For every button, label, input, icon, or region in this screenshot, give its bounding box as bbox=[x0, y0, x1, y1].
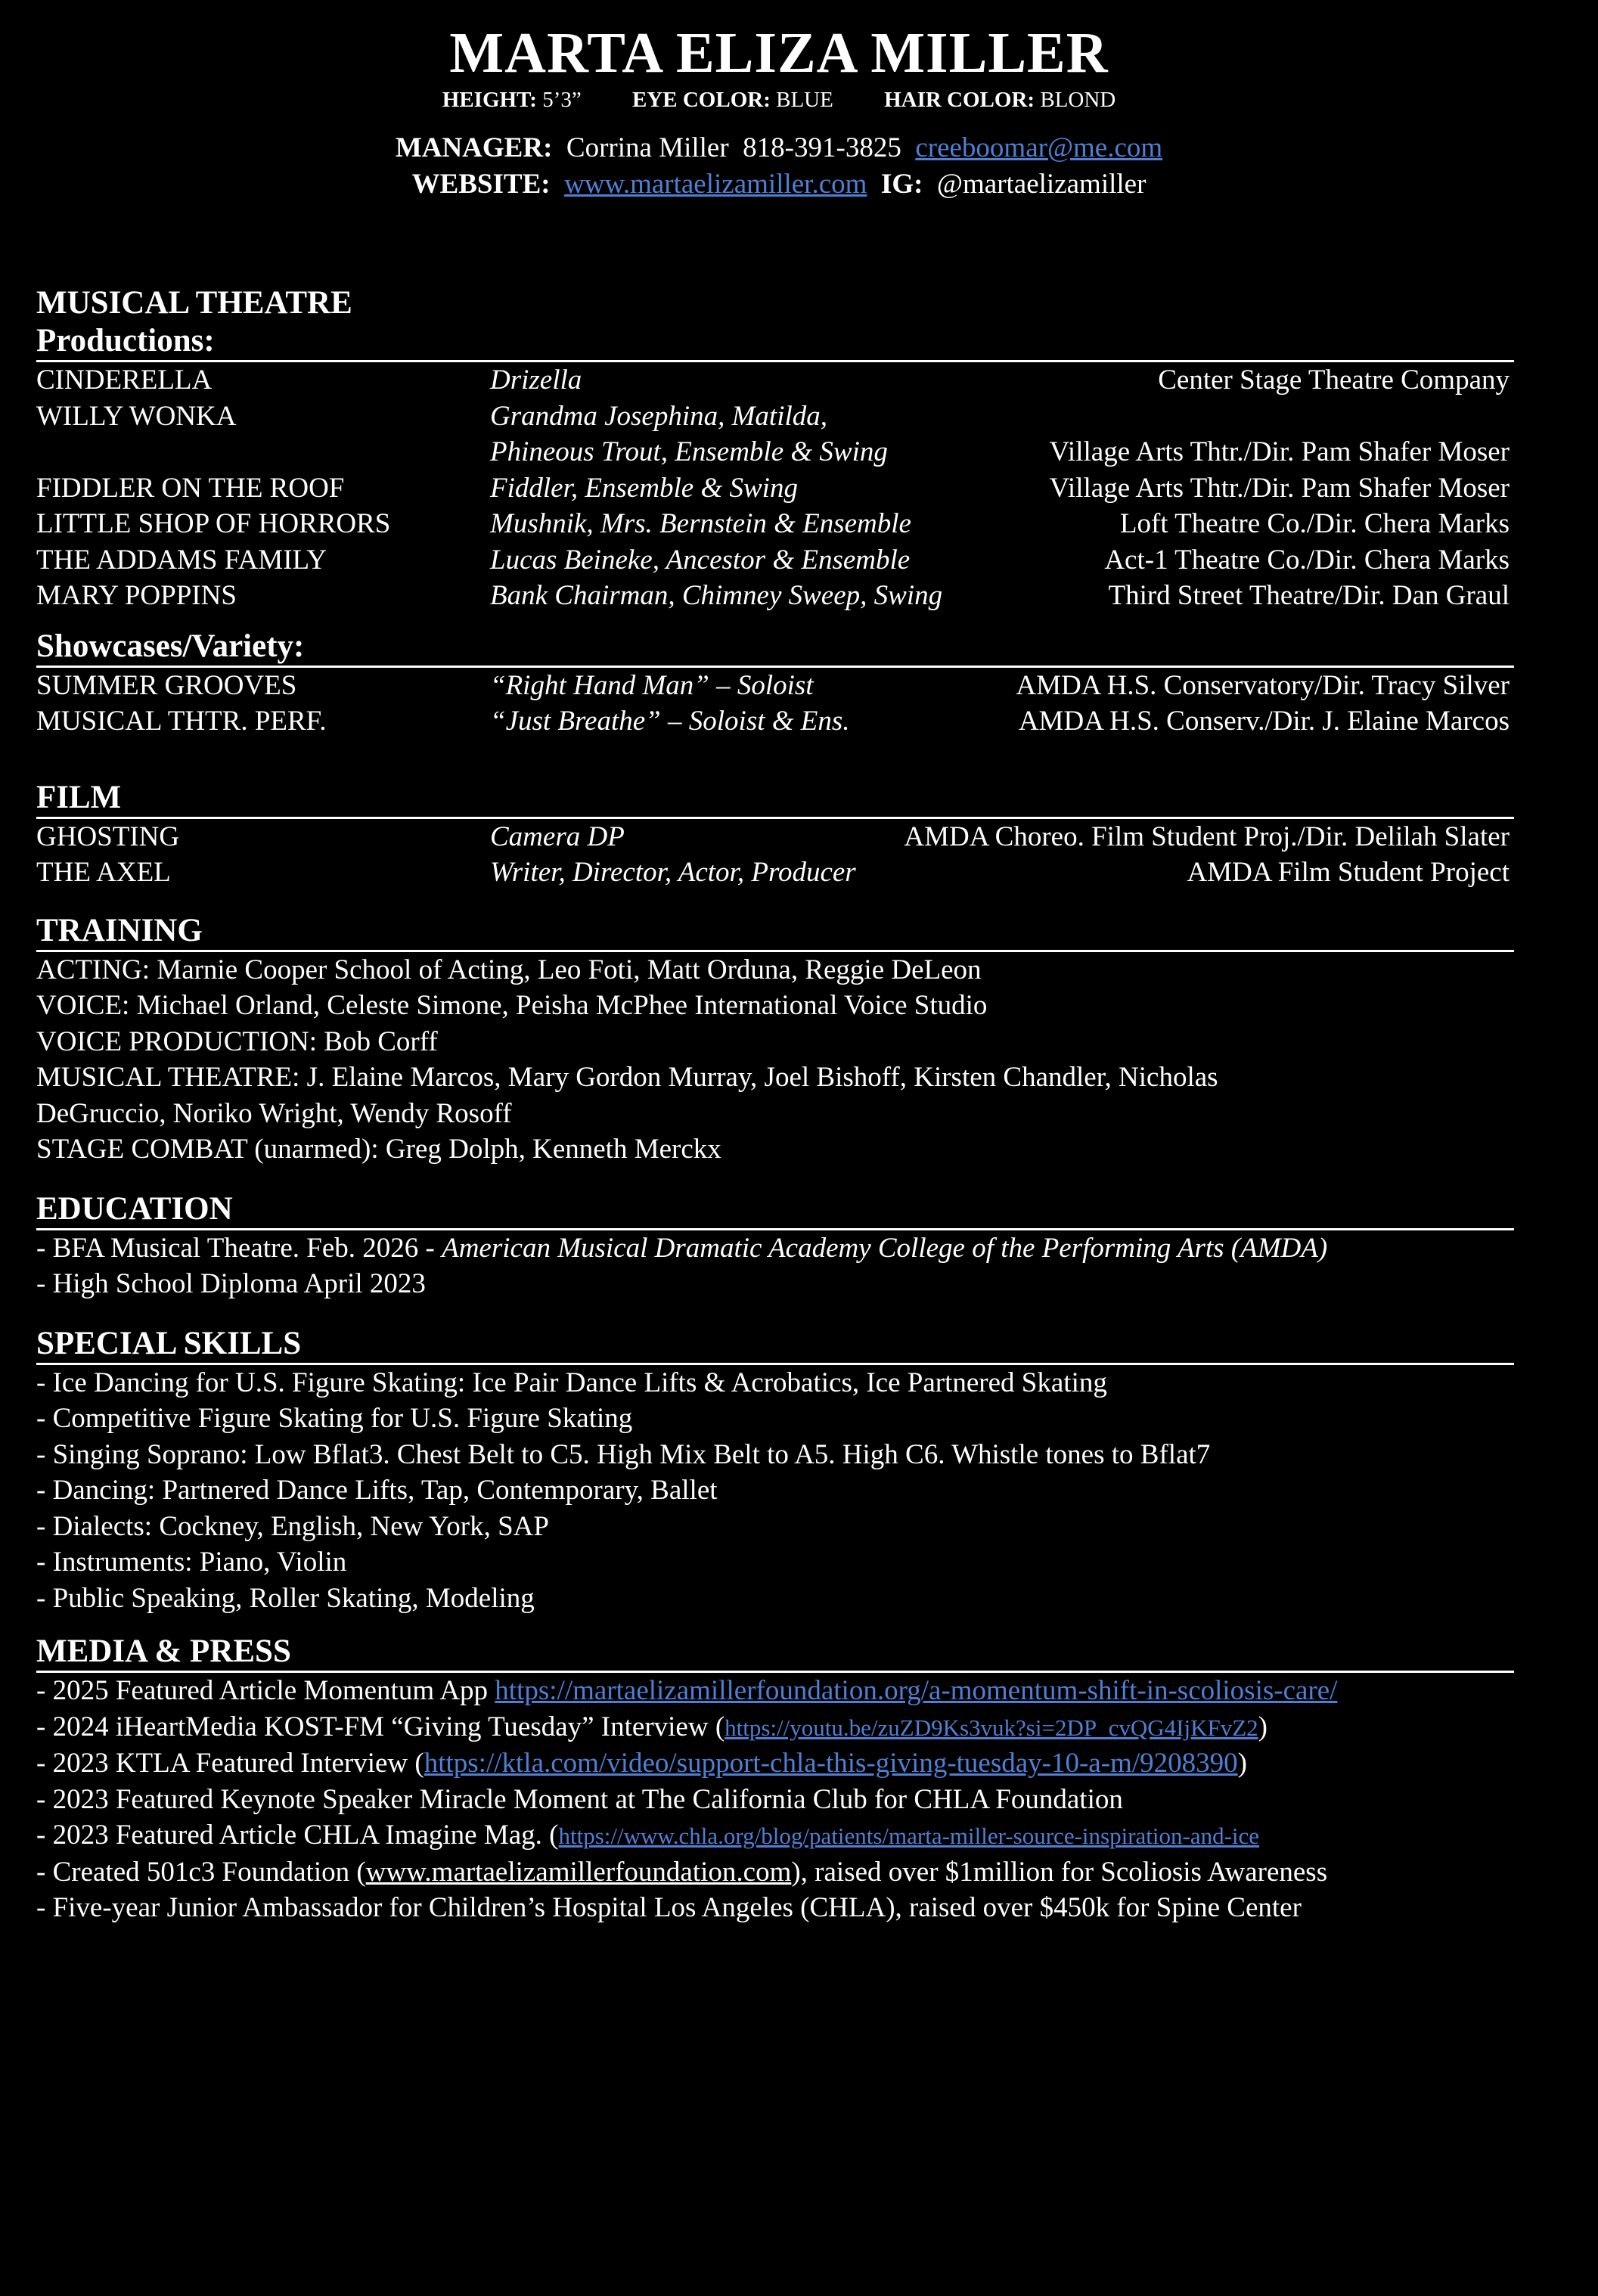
media-line: - Five-year Junior Ambassador for Children’s Hospital Los Angeles (CHLA), raised over $450k for Spine Center bbox=[36, 1892, 1302, 1923]
education-line: - High School Diploma April 2023 bbox=[36, 1268, 426, 1299]
website-line bbox=[0, 166, 1558, 203]
degree: - BFA Musical Theatre. Feb. 2026 - bbox=[36, 1232, 442, 1264]
company bbox=[1510, 399, 1514, 435]
film-list bbox=[36, 819, 1514, 891]
skill-line: - Competitive Figure Skating for U.S. Figure Skating bbox=[36, 1403, 633, 1434]
credit-row bbox=[36, 668, 1514, 704]
credit-row bbox=[36, 506, 1514, 542]
media-text: - 2023 KTLA Featured Interview ( bbox=[36, 1748, 424, 1779]
show-title bbox=[36, 434, 490, 470]
company: AMDA Choreo. Film Student Proj./Dir. Delilah Slater bbox=[904, 821, 1510, 852]
show-title: WILLY WONKA bbox=[36, 400, 237, 432]
eye-color-label: EYE COLOR: bbox=[631, 88, 771, 112]
skills-list bbox=[36, 1365, 1514, 1617]
education-list bbox=[36, 1230, 1514, 1302]
media-text: - 2024 iHeartMedia KOST-FM “Giving Tuesday” Interview ( bbox=[36, 1711, 725, 1742]
manager-email-link[interactable]: creeboomar@me.com bbox=[915, 132, 1163, 163]
ig-handle: @martaelizamiller bbox=[936, 169, 1147, 200]
training-line: VOICE PRODUCTION: Bob Corff bbox=[36, 1025, 438, 1057]
media-text: ), raised over $1million for Scoliosis Awareness bbox=[791, 1856, 1328, 1888]
section-title-media-press: MEDIA & PRESS bbox=[36, 1633, 1514, 1673]
section-title-film: FILM bbox=[36, 779, 1514, 819]
role: Bank Chairman, Chimney Sweep, Swing bbox=[490, 580, 943, 611]
media-text: - 2025 Featured Article Momentum App bbox=[36, 1675, 495, 1706]
eye-color-value: BLUE bbox=[776, 88, 833, 112]
credit-row bbox=[36, 855, 1514, 891]
media-text: ) bbox=[1237, 1748, 1247, 1779]
education-line bbox=[36, 1230, 1514, 1267]
media-text: ) bbox=[1258, 1711, 1268, 1742]
company: AMDA H.S. Conservatory/Dir. Tracy Silver bbox=[1016, 669, 1510, 701]
manager-label: MANAGER: bbox=[395, 132, 553, 163]
youtube-interview-link[interactable]: https://youtu.be/zuZD9Ks3vuk?si=2DP_cvQG4IjKFvZ2 bbox=[725, 1714, 1258, 1741]
foundation-website-link[interactable]: www.martaelizamillerfoundation.com bbox=[365, 1856, 792, 1888]
company: Village Arts Thtr./Dir. Pam Shafer Moser bbox=[1049, 472, 1510, 504]
company: Third Street Theatre/Dir. Dan Graul bbox=[1108, 580, 1510, 611]
skill-line: - Dialects: Cockney, English, New York, SAP bbox=[36, 1510, 549, 1542]
role: Grandma Josephina, Matilda, bbox=[490, 400, 828, 432]
resume-header bbox=[0, 23, 1558, 203]
resume-body bbox=[36, 284, 1514, 1926]
height-label: HEIGHT: bbox=[442, 88, 537, 112]
role: “Just Breathe” – Soloist & Ens. bbox=[490, 706, 850, 737]
show-title: FIDDLER ON THE ROOF bbox=[36, 472, 345, 504]
manager-name: Corrina Miller bbox=[566, 132, 729, 163]
training-line: DeGruccio, Noriko Wright, Wendy Rosoff bbox=[36, 1097, 512, 1129]
media-text: - Created 501c3 Foundation ( bbox=[36, 1856, 366, 1888]
section-title-education: EDUCATION bbox=[36, 1190, 1514, 1230]
physical-stats bbox=[0, 86, 1558, 113]
show-title: MARY POPPINS bbox=[36, 580, 237, 611]
credit-row bbox=[36, 470, 1514, 507]
media-line bbox=[36, 1673, 1514, 1709]
show-title: THE AXEL bbox=[36, 857, 171, 888]
show-title: THE ADDAMS FAMILY bbox=[36, 544, 327, 576]
company: Loft Theatre Co./Dir. Chera Marks bbox=[1119, 508, 1510, 539]
credit-row bbox=[36, 542, 1514, 579]
show-title: SUMMER GROOVES bbox=[36, 669, 297, 701]
hair-color-label: HAIR COLOR: bbox=[884, 88, 1035, 112]
hair-color-value: BLOND bbox=[1040, 88, 1116, 112]
subsection-title-showcases: Showcases/Variety: bbox=[36, 628, 1514, 668]
training-line: VOICE: Michael Orland, Celeste Simone, Peisha McPhee International Voice Studio bbox=[36, 990, 988, 1021]
role: Camera DP bbox=[490, 821, 625, 852]
role: Writer, Director, Actor, Producer bbox=[490, 857, 856, 888]
show-title: MUSICAL THTR. PERF. bbox=[36, 706, 327, 737]
company: Village Arts Thtr./Dir. Pam Shafer Moser bbox=[1049, 436, 1510, 467]
role: Mushnik, Mrs. Bernstein & Ensemble bbox=[490, 508, 911, 539]
skill-line: - Public Speaking, Roller Skating, Modeling bbox=[36, 1582, 535, 1614]
media-line bbox=[36, 1745, 1514, 1782]
show-title: GHOSTING bbox=[36, 821, 180, 852]
credit-row bbox=[36, 819, 1514, 855]
section-title-special-skills: SPECIAL SKILLS bbox=[36, 1325, 1514, 1365]
performer-name: MARTA ELIZA MILLER bbox=[449, 21, 1109, 85]
productions-list bbox=[36, 362, 1514, 614]
showcases-list bbox=[36, 668, 1514, 740]
media-text: - 2023 Featured Article CHLA Imagine Mag. ( bbox=[36, 1820, 559, 1851]
show-title: CINDERELLA bbox=[36, 365, 213, 396]
school: American Musical Dramatic Academy College of the Performing Arts (AMDA) bbox=[442, 1232, 1328, 1264]
credit-row bbox=[36, 703, 1514, 740]
credit-row bbox=[36, 399, 1514, 435]
media-line bbox=[36, 1817, 1514, 1854]
role: Drizella bbox=[490, 365, 582, 396]
contact-block bbox=[0, 130, 1558, 203]
role: Phineous Trout, Ensemble & Swing bbox=[490, 436, 888, 467]
media-line bbox=[36, 1854, 1514, 1891]
media-list bbox=[36, 1673, 1514, 1926]
website-link[interactable]: www.martaelizamiller.com bbox=[564, 169, 867, 200]
company: Act-1 Theatre Co./Dir. Chera Marks bbox=[1104, 544, 1510, 576]
skill-line: - Ice Dancing for U.S. Figure Skating: Ice Pair Dance Lifts & Acrobatics, Ice Partnered Skating bbox=[36, 1367, 1107, 1398]
company: AMDA Film Student Project bbox=[1187, 857, 1510, 888]
ktla-interview-link[interactable]: https://ktla.com/video/support-chla-this-giving-tuesday-10-a-m/9208390 bbox=[424, 1748, 1238, 1779]
momentum-article-link[interactable]: https://martaelizamillerfoundation.org/a-momentum-shift-in-scoliosis-care/ bbox=[495, 1675, 1338, 1706]
training-list bbox=[36, 952, 1514, 1168]
subsection-title-productions: Productions: bbox=[36, 322, 1514, 362]
height-value: 5’3” bbox=[542, 88, 582, 112]
company: AMDA H.S. Conserv./Dir. J. Elaine Marcos bbox=[1018, 706, 1510, 737]
company: Center Stage Theatre Company bbox=[1158, 365, 1510, 396]
manager-line bbox=[0, 130, 1558, 166]
section-title-training: TRAINING bbox=[36, 912, 1514, 952]
section-title-musical-theatre: MUSICAL THEATRE bbox=[36, 285, 352, 321]
manager-phone: 818-391-3825 bbox=[743, 132, 901, 163]
credit-row bbox=[36, 362, 1514, 399]
show-title: LITTLE SHOP OF HORRORS bbox=[36, 508, 391, 539]
skill-line: - Singing Soprano: Low Bflat3. Chest Belt to C5. High Mix Belt to A5. High C6. Whistle tones to Bflat7 bbox=[36, 1438, 1211, 1470]
skill-line: - Instruments: Piano, Violin bbox=[36, 1547, 347, 1578]
ig-label: IG: bbox=[880, 169, 923, 200]
chla-article-link[interactable]: https://www.chla.org/blog/patients/marta-miller-source-inspiration-and-ice bbox=[558, 1823, 1260, 1849]
training-line: ACTING: Marnie Cooper School of Acting, Leo Foti, Matt Orduna, Reggie DeLeon bbox=[36, 954, 982, 985]
role: Fiddler, Ensemble & Swing bbox=[490, 472, 798, 504]
media-line bbox=[36, 1709, 1514, 1746]
credit-row bbox=[36, 434, 1514, 470]
skill-line: - Dancing: Partnered Dance Lifts, Tap, Contemporary, Ballet bbox=[36, 1475, 718, 1506]
role: “Right Hand Man” – Soloist bbox=[490, 669, 814, 701]
credit-row bbox=[36, 578, 1514, 614]
role: Lucas Beineke, Ancestor & Ensemble bbox=[490, 544, 911, 576]
training-line: STAGE COMBAT (unarmed): Greg Dolph, Kenneth Merckx bbox=[36, 1134, 721, 1165]
media-line: - 2023 Featured Keynote Speaker Miracle Moment at The California Club for CHLA Foundation bbox=[36, 1783, 1123, 1815]
website-label: WEBSITE: bbox=[411, 169, 551, 200]
training-line: MUSICAL THEATRE: J. Elaine Marcos, Mary Gordon Murray, Joel Bishoff, Kirsten Chandler, Nicholas bbox=[36, 1062, 1218, 1093]
